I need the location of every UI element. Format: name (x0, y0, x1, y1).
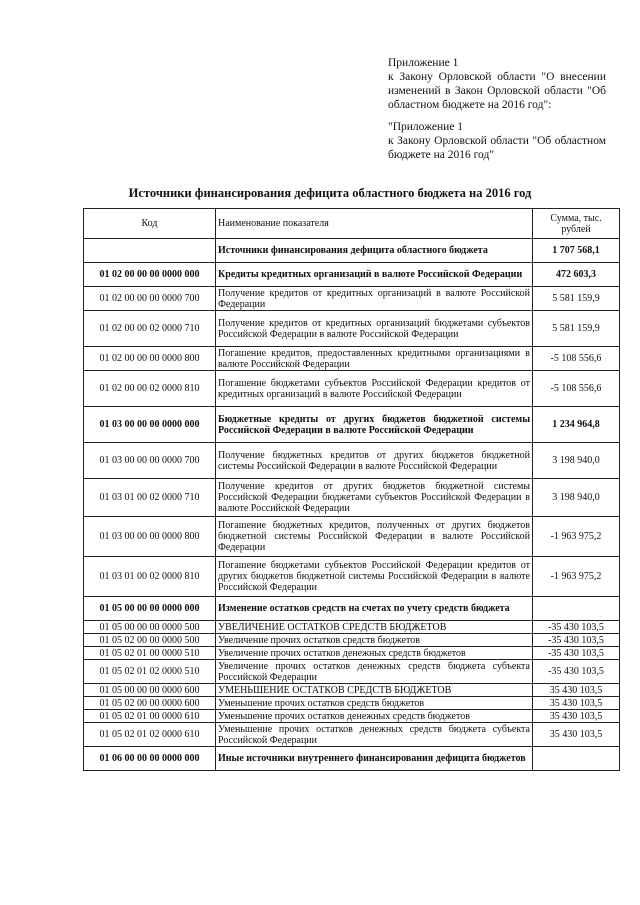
table-row (84, 263, 620, 287)
appendix-line: к Закону Орловской области "О внесении изменений в Закон Орловской области "Об областном бюджете на 2016 год": (388, 71, 606, 111)
table-body (84, 239, 620, 771)
appendix-reference (388, 56, 606, 162)
financing-sources-table (83, 208, 620, 771)
table-row (84, 479, 620, 517)
row-sum (533, 747, 620, 771)
row-code: 01 03 00 00 00 0000 000 (84, 407, 216, 443)
table-row (84, 371, 620, 407)
table-row (84, 407, 620, 443)
appendix-block-2 (388, 120, 606, 162)
row-code: 01 06 00 00 00 0000 000 (84, 747, 216, 771)
table-row (84, 647, 620, 660)
table-row (84, 697, 620, 710)
row-sum (533, 597, 620, 621)
table-row (84, 710, 620, 723)
row-name: Погашение кредитов, предоставленных кредитными организациями в валюте Российской Федерации (216, 347, 533, 371)
row-name: УВЕЛИЧЕНИЕ ОСТАТКОВ СРЕДСТВ БЮДЖЕТОВ (216, 621, 533, 634)
row-sum: -35 430 103,5 (533, 634, 620, 647)
row-sum: 3 198 940,0 (533, 479, 620, 517)
row-sum: 35 430 103,5 (533, 710, 620, 723)
row-sum: -5 108 556,6 (533, 371, 620, 407)
row-name: Бюджетные кредиты от других бюджетов бюджетной системы Российской Федерации в валюте Российской Федерации (216, 407, 533, 443)
table-row (84, 723, 620, 747)
row-code: 01 05 02 01 00 0000 610 (84, 710, 216, 723)
row-code (84, 239, 216, 263)
row-name: Увеличение прочих остатков денежных средств бюджетов (216, 647, 533, 660)
row-code: 01 05 00 00 00 0000 500 (84, 621, 216, 634)
row-sum: 1 707 568,1 (533, 239, 620, 263)
row-code: 01 02 00 00 00 0000 700 (84, 287, 216, 311)
row-sum: -1 963 975,2 (533, 517, 620, 557)
appendix-block-1 (388, 56, 606, 112)
row-name: Получение кредитов от кредитных организаций в валюте Российской Федерации (216, 287, 533, 311)
table-row (84, 684, 620, 697)
row-sum: -35 430 103,5 (533, 660, 620, 684)
table-header-row (84, 209, 620, 239)
table-row (84, 634, 620, 647)
row-code: 01 05 02 01 00 0000 510 (84, 647, 216, 660)
row-name: Погашение бюджетных кредитов, полученных от других бюджетов бюджетной системы Российской Федерации в валюте Российской Федерации (216, 517, 533, 557)
row-code: 01 02 00 00 02 0000 710 (84, 311, 216, 347)
row-sum: 472 603,3 (533, 263, 620, 287)
row-code: 01 05 00 00 00 0000 000 (84, 597, 216, 621)
row-sum: 3 198 940,0 (533, 443, 620, 479)
row-code: 01 05 02 01 02 0000 610 (84, 723, 216, 747)
row-sum: 35 430 103,5 (533, 684, 620, 697)
table-row (84, 239, 620, 263)
row-name: Получение бюджетных кредитов от других бюджетов бюджетной системы Российской Федерации в валюте Российской Федерации (216, 443, 533, 479)
row-sum: 5 581 159,9 (533, 311, 620, 347)
table-row (84, 517, 620, 557)
row-sum: -35 430 103,5 (533, 621, 620, 634)
row-name: Погашение бюджетами субъектов Российской Федерации кредитов от других бюджетов бюджетной системы Российской Федерации в валюте Российской Федерации (216, 557, 533, 597)
row-code: 01 02 00 00 02 0000 810 (84, 371, 216, 407)
row-sum: 35 430 103,5 (533, 697, 620, 710)
row-name: УМЕНЬШЕНИЕ ОСТАТКОВ СРЕДСТВ БЮДЖЕТОВ (216, 684, 533, 697)
row-name: Изменение остатков средств на счетах по учету средств бюджета (216, 597, 533, 621)
table-row (84, 660, 620, 684)
row-sum: -1 963 975,2 (533, 557, 620, 597)
row-name: Увеличение прочих остатков средств бюджетов (216, 634, 533, 647)
table-row (84, 747, 620, 771)
row-code: 01 03 00 00 00 0000 800 (84, 517, 216, 557)
row-sum: -35 430 103,5 (533, 647, 620, 660)
table-row (84, 287, 620, 311)
appendix-line: "Приложение 1 (388, 121, 464, 133)
row-name: Уменьшение прочих остатков денежных средств бюджетов (216, 710, 533, 723)
row-code: 01 03 00 00 00 0000 700 (84, 443, 216, 479)
row-code: 01 02 00 00 00 0000 000 (84, 263, 216, 287)
row-name: Иные источники внутреннего финансирования дефицита бюджетов (216, 747, 533, 771)
row-name: Уменьшение прочих остатков денежных средств бюджета субъекта Российской Федерации (216, 723, 533, 747)
table-row (84, 443, 620, 479)
row-sum: 5 581 159,9 (533, 287, 620, 311)
row-name: Погашение бюджетами субъектов Российской Федерации кредитов от кредитных организаций в валюте Российской Федерации (216, 371, 533, 407)
header-sum: Сумма, тыс. рублей (533, 209, 620, 239)
row-name: Источники финансирования дефицита областного бюджета (216, 239, 533, 263)
row-name: Уменьшение прочих остатков средств бюджетов (216, 697, 533, 710)
row-sum: 35 430 103,5 (533, 723, 620, 747)
appendix-line: к Закону Орловской области "Об областном бюджете на 2016 год" (388, 135, 606, 161)
table-row (84, 557, 620, 597)
row-name: Кредиты кредитных организаций в валюте Российской Федерации (216, 263, 533, 287)
table-row (84, 311, 620, 347)
appendix-line: Приложение 1 (388, 57, 459, 69)
row-name: Получение кредитов от других бюджетов бюджетной системы Российской Федерации бюджетами субъектов Российской Федерации в валюте Российской Федерации (216, 479, 533, 517)
document-title: Источники финансирования дефицита областного бюджета на 2016 год (128, 186, 532, 200)
table-row (84, 597, 620, 621)
row-code: 01 05 02 00 00 0000 500 (84, 634, 216, 647)
row-code: 01 03 01 00 02 0000 810 (84, 557, 216, 597)
row-code: 01 03 01 00 02 0000 710 (84, 479, 216, 517)
row-sum: 1 234 964,8 (533, 407, 620, 443)
row-code: 01 02 00 00 00 0000 800 (84, 347, 216, 371)
row-name: Увеличение прочих остатков денежных средств бюджета субъекта Российской Федерации (216, 660, 533, 684)
row-code: 01 05 02 00 00 0000 600 (84, 697, 216, 710)
row-name: Получение кредитов от кредитных организаций бюджетами субъектов Российской Федерации в валюте Российской Федерации (216, 311, 533, 347)
table-row (84, 347, 620, 371)
header-name: Наименование показателя (216, 209, 533, 239)
table-row (84, 621, 620, 634)
header-code: Код (84, 209, 216, 239)
row-sum: -5 108 556,6 (533, 347, 620, 371)
row-code: 01 05 00 00 00 0000 600 (84, 684, 216, 697)
row-code: 01 05 02 01 02 0000 510 (84, 660, 216, 684)
